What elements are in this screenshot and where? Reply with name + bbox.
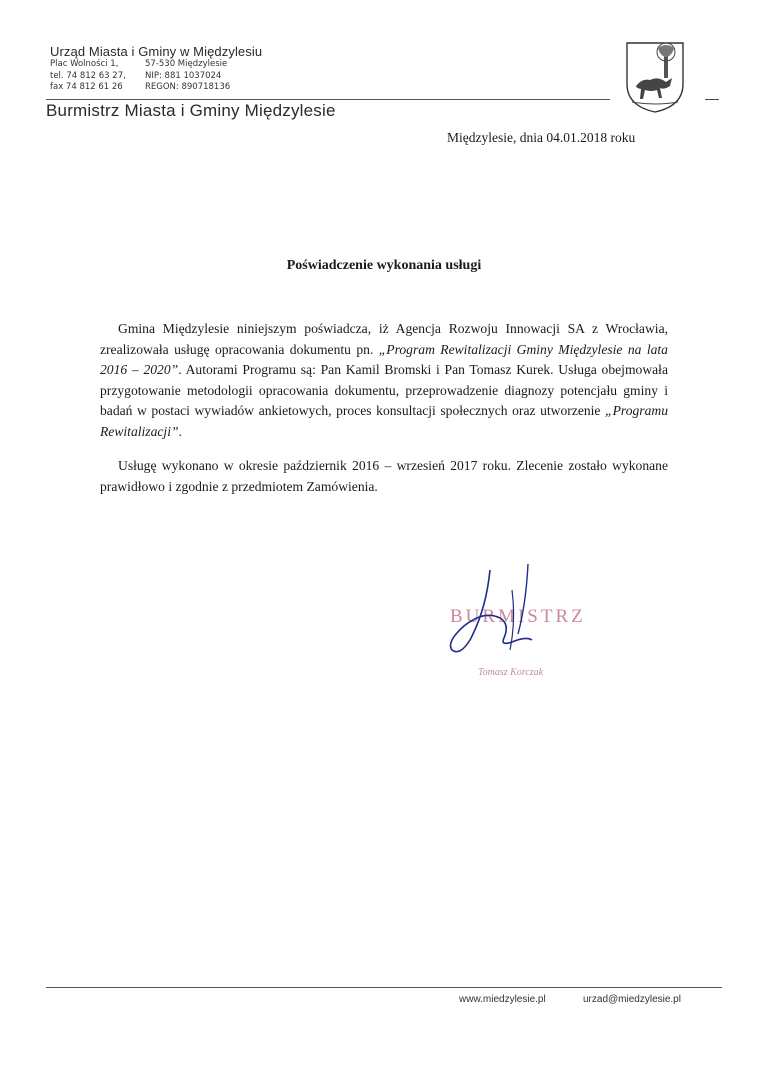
address-nip: NIP: 881 1037024 — [145, 70, 222, 81]
paragraph-2-text: Usługę wykonano w okresie październik 2016 – wrzesień 2017 roku. Zlecenie zostało wykonane prawidłowo i zgodnie z przedmiotem Zamówienia. — [100, 458, 668, 494]
address-left — [50, 59, 126, 94]
paragraph-1 — [100, 319, 668, 442]
paragraph-1-text-c: . Autorami Programu są: Pan Kamil Bromski i Pan Tomasz Kurek. Usługa obejmowała przygotowanie metodologii opracowania dokumentu, przeprowadzenie diagnozy potencjału gminy i badań w postaci wywiadów ankietowych, proces konsultacji społecznych oraz utworzenie — [100, 362, 668, 418]
address-postal: 57-530 Międzylesie — [145, 59, 228, 69]
stamp-title: BURMISTRZ — [450, 606, 586, 627]
stamp-name: Tomasz Korczak — [478, 667, 544, 678]
program-short-name: „Programu Rewitalizacji” — [100, 403, 668, 439]
address-regon: REGON: 890718136 — [145, 82, 231, 92]
signature-icon — [430, 560, 570, 670]
address-street: Plac Wolności 1, — [50, 59, 119, 69]
program-name: „Program Rewitalizacji Gminy Międzylesie na lata 2016 – 2020” — [100, 341, 668, 377]
address-fax: fax 74 812 61 26 — [50, 82, 123, 92]
footer-divider — [46, 987, 722, 988]
address-right — [145, 59, 230, 94]
footer-email-link[interactable]: urzad@miedzylesie.pl — [583, 994, 681, 1005]
date-line: Międzylesie, dnia 04.01.2018 roku — [447, 130, 636, 145]
header-divider-tail — [705, 99, 719, 100]
address-phone: tel. 74 812 63 27, — [50, 70, 126, 81]
footer-website-link[interactable]: www.miedzylesie.pl — [459, 994, 546, 1005]
paragraph-1-text-e: . — [178, 423, 182, 439]
header-divider — [46, 99, 610, 100]
paragraph-1-text-a: Gmina Międzylesie niniejszym poświadcza, iż Agencja Rozwoju Innowacji SA z Wrocławia, zrealizowała usługę opracowania dokumentu pn. — [100, 321, 668, 357]
mayor-title: Burmistrz Miasta i Gminy Międzylesie — [46, 101, 336, 120]
org-name: Urząd Miasta i Gminy w Międzylesiu — [50, 44, 263, 59]
document-title: Poświadczenie wykonania usługi — [286, 258, 482, 273]
coat-of-arms-icon — [624, 40, 686, 114]
paragraph-2 — [100, 456, 668, 497]
